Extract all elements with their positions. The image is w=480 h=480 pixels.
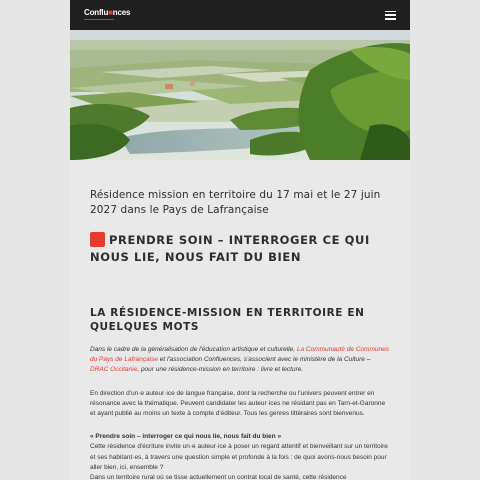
intro-text-3: , pour une résidence-mission en territoire : livre et lecture. — [137, 366, 304, 374]
logo-text-b: nces — [112, 8, 131, 17]
hamburger-menu-icon[interactable] — [385, 11, 396, 20]
landscape-photo — [70, 30, 410, 160]
content — [70, 188, 410, 480]
residence-subtitle: Résidence mission en territoire du 17 mai et le 27 juin 2027 dans le Pays de Lafrançaise — [90, 189, 381, 217]
theme-paragraph — [90, 432, 390, 480]
section-title: LA RÉSIDENCE-MISSION EN TERRITOIRE EN QUELQUES MOTS — [90, 306, 365, 334]
logo-accent-icon: ■ — [108, 8, 113, 17]
link-communaute-communes[interactable]: La Communauté de Communes du Pays de Lafrançaise — [90, 346, 389, 364]
logo-tagline: ▬▬▬▬▬▬▬▬▬▬ — [84, 17, 114, 21]
intro-text-1: Dans le cadre de la généralisation de l'éducation artistique et culturelle, — [90, 346, 297, 353]
intro-text-2: et l'association Confluences, s'associent avec le ministère de la Culture – — [157, 356, 371, 364]
link-drac-occitanie[interactable]: DRAC Occitanie — [90, 366, 138, 374]
theme-quote: « Prendre soin – interroger ce qui nous lie, nous fait du bien » — [90, 433, 282, 441]
theme-text-2: Dans un territoire rural où se tisse actuellement un contrat local de santé, cette résidence — [90, 473, 347, 480]
page-title — [90, 232, 390, 264]
eligibility-paragraph: En direction d'un·e auteur·ice de langue française, dont la recherche ou l'univers peuvent entrer en résonance avec la thématique. Peuvent candidater les auteur·ices ne résidant pas en Tarn-et-Garonne et ayant publié au moins un texte à compte d'éditeur. Tous les genres littéraires sont bienvenus. — [90, 390, 386, 418]
top-navbar — [70, 0, 410, 30]
page — [70, 0, 410, 480]
site-logo[interactable] — [84, 9, 130, 21]
hero-image — [70, 30, 410, 160]
intro-paragraph — [90, 345, 390, 375]
red-square-icon — [90, 232, 105, 247]
page-title-text: PRENDRE SOIN – INTERROGER CE QUI NOUS LIE, NOUS FAIT DU BIEN — [90, 233, 370, 264]
logo-text-a: Conflu — [84, 8, 109, 17]
theme-text-1: Cette résidence d'écriture invite un·e auteur·ice à poser un regard attentif et bienveillant sur un territoire et ses habitant·es, à travers une question simple et profonde à la fois : de quoi avons-nous besoin pour aller bien, ici, ensemble ? — [90, 443, 388, 471]
